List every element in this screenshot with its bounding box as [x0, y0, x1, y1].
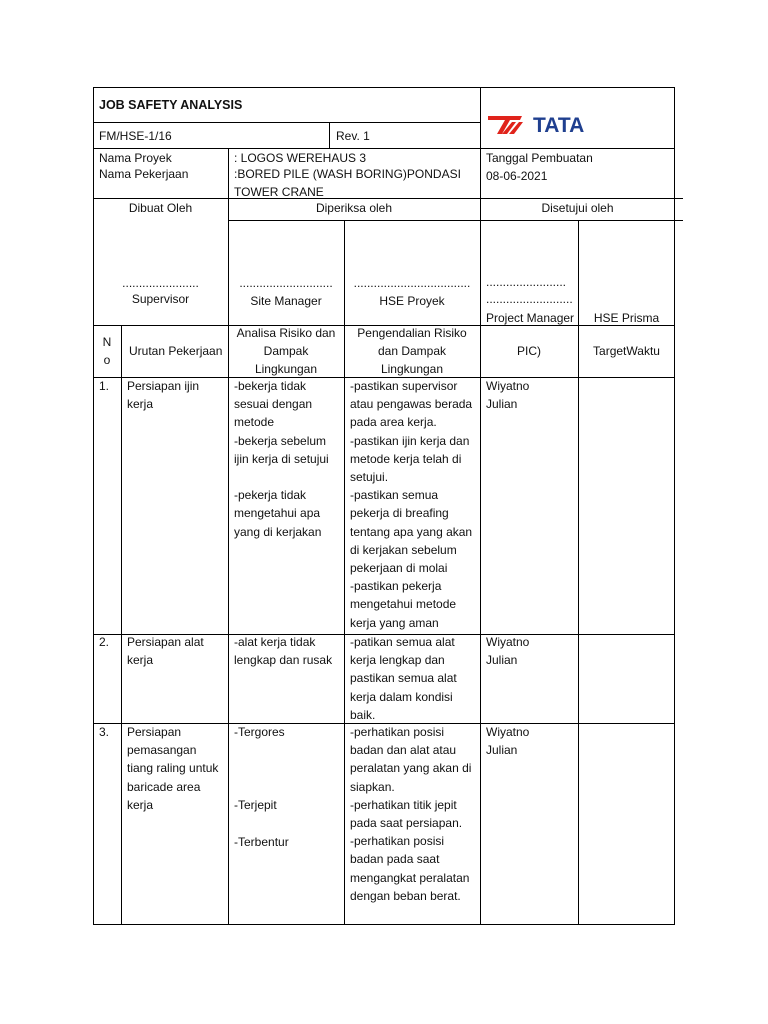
- row-step: Persiapan ijin kerja: [127, 379, 200, 412]
- row-pic: Wiyatno Julian: [486, 635, 530, 668]
- row-risk: -Terbentur: [234, 835, 289, 849]
- row-step: Persiapan alat kerja: [127, 635, 204, 668]
- row-control: -pastikan supervisor atau pengawas berada pada area kerja. -pastikan ijin kerja dan metode kerja telah di setujui. -pastikan semua pekerja di breafing tentang apa yang akan di kerjakan sebelum pekerjaan di molai -pastikan pekerja mengetahui metode kerja yang aman: [350, 379, 473, 630]
- approved-by-label: Disetujui oleh: [541, 201, 614, 215]
- col-header-no: N o: [102, 335, 112, 368]
- date-value: 08-06-2021: [486, 169, 548, 183]
- job-label: Nama Pekerjaan: [99, 167, 189, 181]
- row-control: -perhatikan posisi badan dan alat atau peralatan yang akan di siapkan. -perhatikan titik jepit pada saat persiapan. -perhatikan posisi badan pada saat mengangkat peralatan dengan beban berat.: [350, 725, 472, 903]
- row-no: 2.: [99, 635, 110, 649]
- col-header-risk: Analisa Risiko dan Dampak Lingkungan: [236, 326, 336, 377]
- signature-line: ........................: [486, 275, 567, 289]
- divider: [228, 325, 229, 925]
- signature-line: ...................................: [353, 276, 471, 290]
- signature-line: ............................: [239, 276, 333, 290]
- supervisor-label: Supervisor: [131, 292, 190, 306]
- svg-text:TATA: TATA: [533, 114, 585, 136]
- row-risk: -alat kerja tidak lengkap dan rusak: [234, 635, 333, 668]
- col-header-step: Urutan Pekerjaan: [129, 344, 223, 358]
- project-value: : LOGOS WEREHAUS 3: [234, 151, 367, 165]
- revision: Rev. 1: [336, 129, 370, 143]
- row-risk: -Tergores: [234, 725, 285, 739]
- divider: [329, 122, 330, 148]
- row-risk: -Terjepit: [234, 798, 277, 812]
- col-header-pic: PIC): [517, 344, 541, 358]
- checked-by-label: Diperiksa oleh: [315, 201, 393, 215]
- signature-line: .......................: [122, 276, 199, 290]
- row-no: 1.: [99, 379, 110, 393]
- tata-logo: [486, 112, 616, 136]
- col-header-target: TargetWaktu: [593, 344, 660, 358]
- date-label: Tanggal Pembuatan: [486, 151, 593, 165]
- hse-prisma-label: HSE Prisma: [593, 311, 660, 325]
- row-no: 3.: [99, 725, 110, 739]
- divider: [93, 122, 480, 123]
- job-safety-analysis-form: [93, 87, 675, 925]
- border-top: [93, 87, 675, 88]
- signature-line: ..........................: [486, 292, 573, 306]
- divider: [121, 325, 122, 925]
- made-by-label: Dibuat Oleh: [128, 201, 193, 215]
- hse-proyek-label: HSE Proyek: [379, 294, 445, 308]
- row-step: Persiapan pemasangan tiang raling untuk baricade area kerja: [127, 725, 219, 812]
- form-code: FM/HSE-1/16: [99, 129, 172, 143]
- row-risk: -bekerja tidak sesuai dengan metode -bekerja sebelum ijin kerja di setujui -pekerja tidak mengetahui apa yang di kerjakan: [234, 379, 329, 539]
- job-value: :BORED PILE (WASH BORING)PONDASI TOWER CRANE: [234, 167, 461, 200]
- divider: [228, 148, 229, 198]
- row-pic: Wiyatno Julian: [486, 725, 530, 758]
- border-bottom: [93, 924, 675, 925]
- project-label: Nama Proyek: [99, 151, 172, 165]
- form-title: JOB SAFETY ANALYSIS: [99, 98, 243, 112]
- divider: [228, 220, 683, 221]
- col-header-control: Pengendalian Risiko dan Dampak Lingkungan: [357, 326, 467, 377]
- row-control: -patikan semua alat kerja lengkap dan pastikan semua alat kerja dalam kondisi baik.: [350, 635, 457, 722]
- project-manager-label: Project Manager: [486, 311, 575, 325]
- site-manager-label: Site Manager: [250, 294, 322, 308]
- row-pic: Wiyatno Julian: [486, 379, 530, 412]
